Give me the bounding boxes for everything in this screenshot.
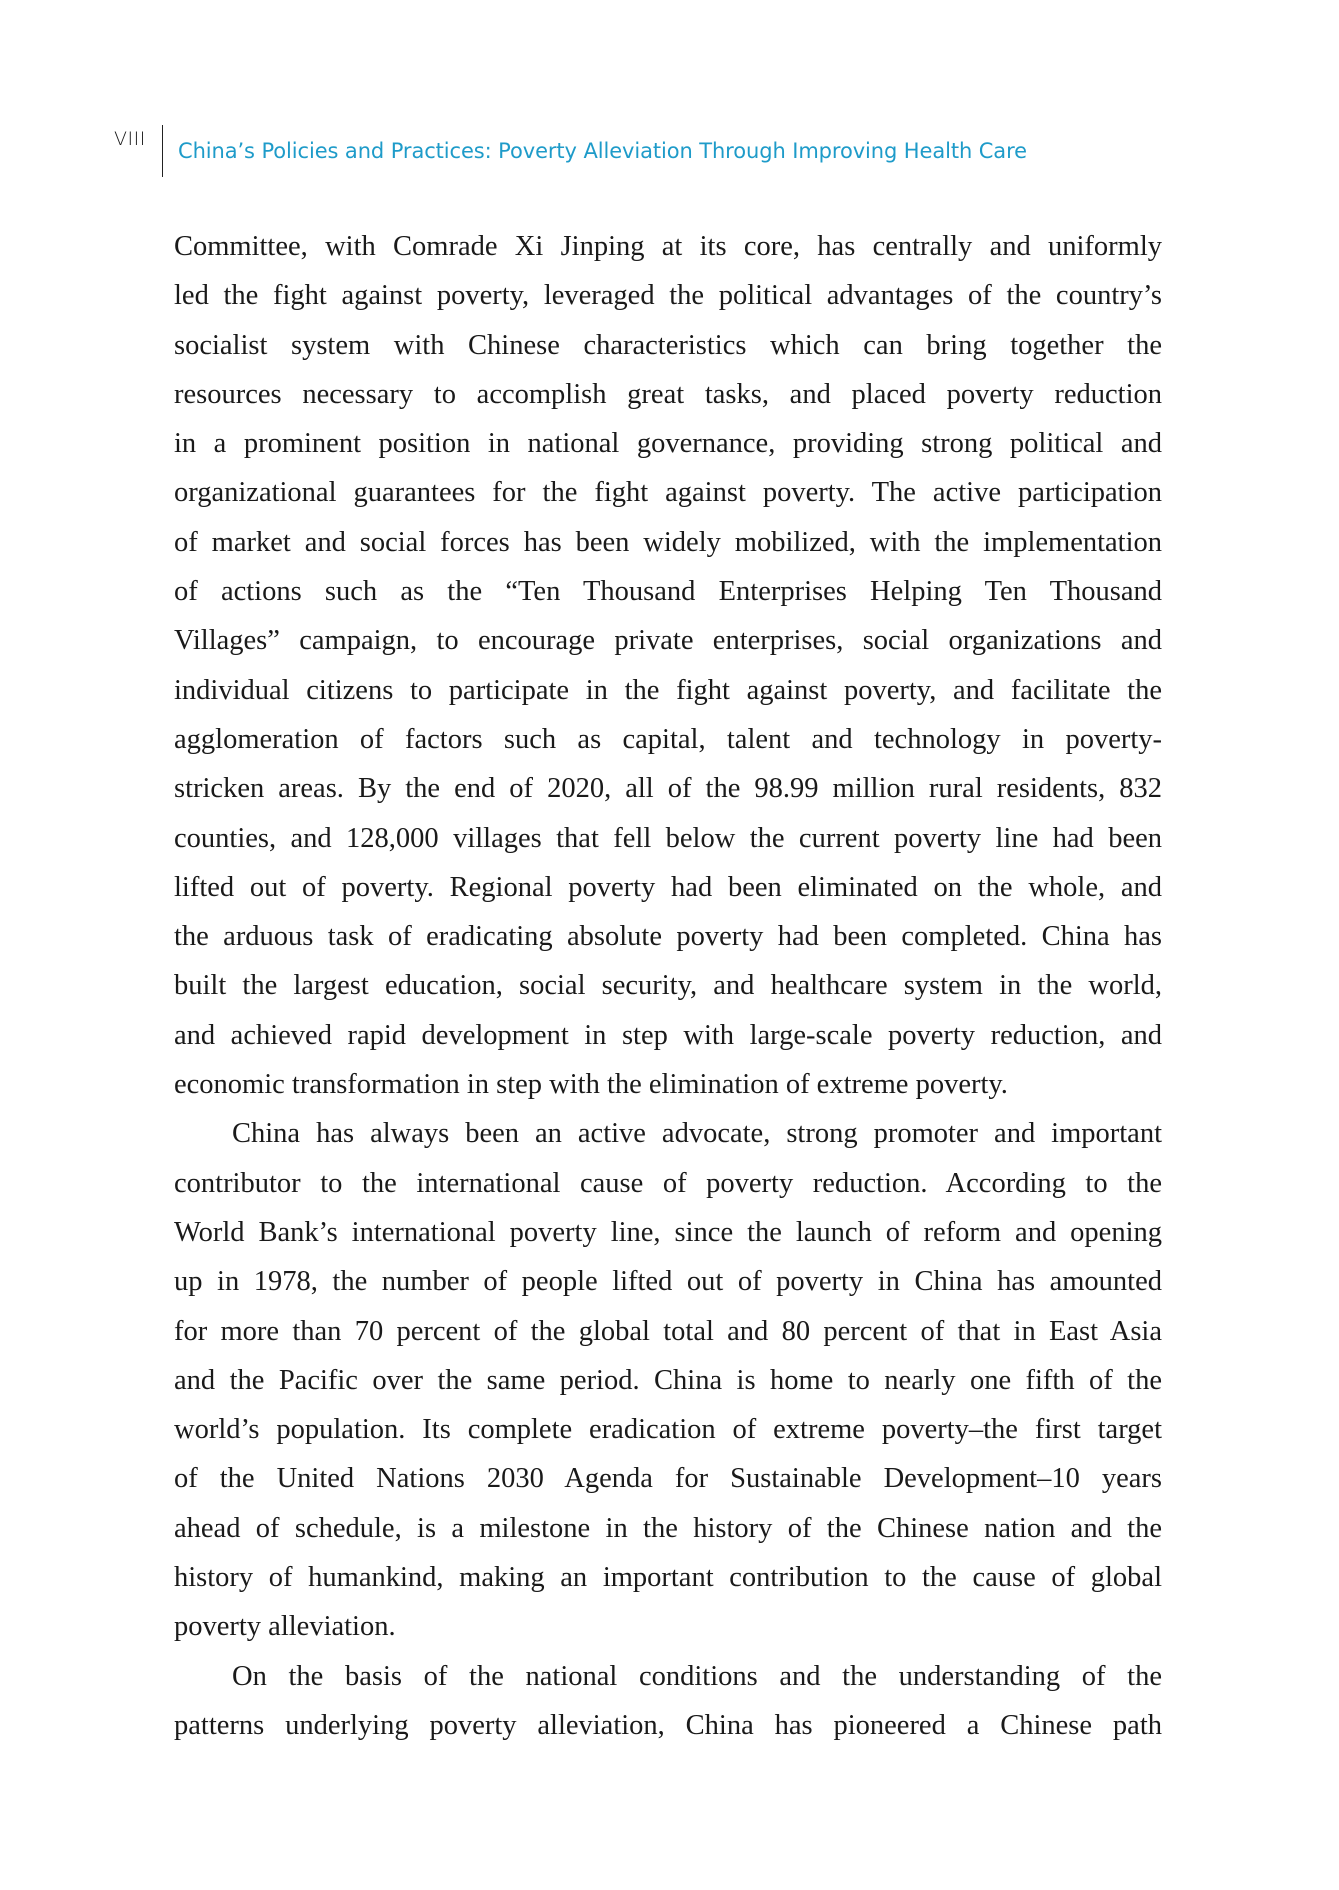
header-divider bbox=[162, 125, 163, 177]
text-line: World Bank’s international poverty line, since the launch of reform and opening bbox=[174, 1216, 1162, 1248]
text-line: of market and social forces has been widely mobilized, with the implementation bbox=[174, 526, 1162, 558]
text-line: organizational guarantees for the fight against poverty. The active participation bbox=[174, 477, 1162, 509]
text-line: lifted out of poverty. Regional poverty had been eliminated on the whole, and bbox=[174, 871, 1162, 903]
text-line: and the Pacific over the same period. China is home to nearly one fifth of the bbox=[174, 1364, 1162, 1396]
paragraph bbox=[174, 1109, 1162, 1651]
paragraph bbox=[174, 1652, 1162, 1751]
text-line: resources necessary to accomplish great tasks, and placed poverty reduction bbox=[174, 378, 1162, 410]
text-line: China has always been an active advocate, strong promoter and important bbox=[232, 1118, 1162, 1150]
running-header-title: China’s Policies and Practices: Poverty Alleviation Through Improving Health Care bbox=[178, 139, 1027, 163]
paragraph bbox=[174, 222, 1162, 1109]
text-line: socialist system with Chinese characteristics which can bring together the bbox=[174, 329, 1162, 361]
text-line: ahead of schedule, is a milestone in the history of the Chinese nation and the bbox=[174, 1512, 1162, 1544]
text-line: world’s population. Its complete eradication of extreme poverty–the first target bbox=[174, 1414, 1162, 1446]
text-line: of the United Nations 2030 Agenda for Sustainable Development–10 years bbox=[174, 1463, 1162, 1495]
text-line: history of humankind, making an important contribution to the cause of global bbox=[174, 1562, 1162, 1594]
page-number: VIII bbox=[114, 128, 146, 150]
text-line: poverty alleviation. bbox=[174, 1611, 396, 1643]
body-text bbox=[174, 222, 1162, 1750]
text-line: built the largest education, social security, and healthcare system in the world, bbox=[174, 970, 1162, 1002]
text-line: of actions such as the “Ten Thousand Enterprises Helping Ten Thousand bbox=[174, 576, 1162, 608]
text-line: Villages” campaign, to encourage private enterprises, social organizations and bbox=[174, 625, 1162, 657]
text-line: economic transformation in step with the elimination of extreme poverty. bbox=[174, 1069, 1008, 1101]
text-line: patterns underlying poverty alleviation, China has pioneered a Chinese path bbox=[174, 1709, 1162, 1741]
text-line: in a prominent position in national governance, providing strong political and bbox=[174, 428, 1162, 460]
text-line: stricken areas. By the end of 2020, all of the 98.99 million rural residents, 832 bbox=[174, 773, 1162, 805]
text-line: counties, and 128,000 villages that fell below the current poverty line had been bbox=[174, 822, 1162, 854]
text-line: contributor to the international cause of poverty reduction. According to the bbox=[174, 1167, 1162, 1199]
text-line: the arduous task of eradicating absolute poverty had been completed. China has bbox=[174, 921, 1162, 953]
text-line: up in 1978, the number of people lifted out of poverty in China has amounted bbox=[174, 1266, 1162, 1298]
text-line: agglomeration of factors such as capital, talent and technology in poverty- bbox=[174, 723, 1162, 755]
text-line: individual citizens to participate in the fight against poverty, and facilitate the bbox=[174, 674, 1162, 706]
text-line: for more than 70 percent of the global total and 80 percent of that in East Asia bbox=[174, 1315, 1162, 1347]
text-line: led the fight against poverty, leveraged the political advantages of the country’s bbox=[174, 280, 1162, 312]
text-line: and achieved rapid development in step with large-scale poverty reduction, and bbox=[174, 1019, 1162, 1051]
text-line: Committee, with Comrade Xi Jinping at its core, has centrally and uniformly bbox=[174, 231, 1162, 262]
text-line: On the basis of the national conditions and the understanding of the bbox=[232, 1660, 1162, 1692]
